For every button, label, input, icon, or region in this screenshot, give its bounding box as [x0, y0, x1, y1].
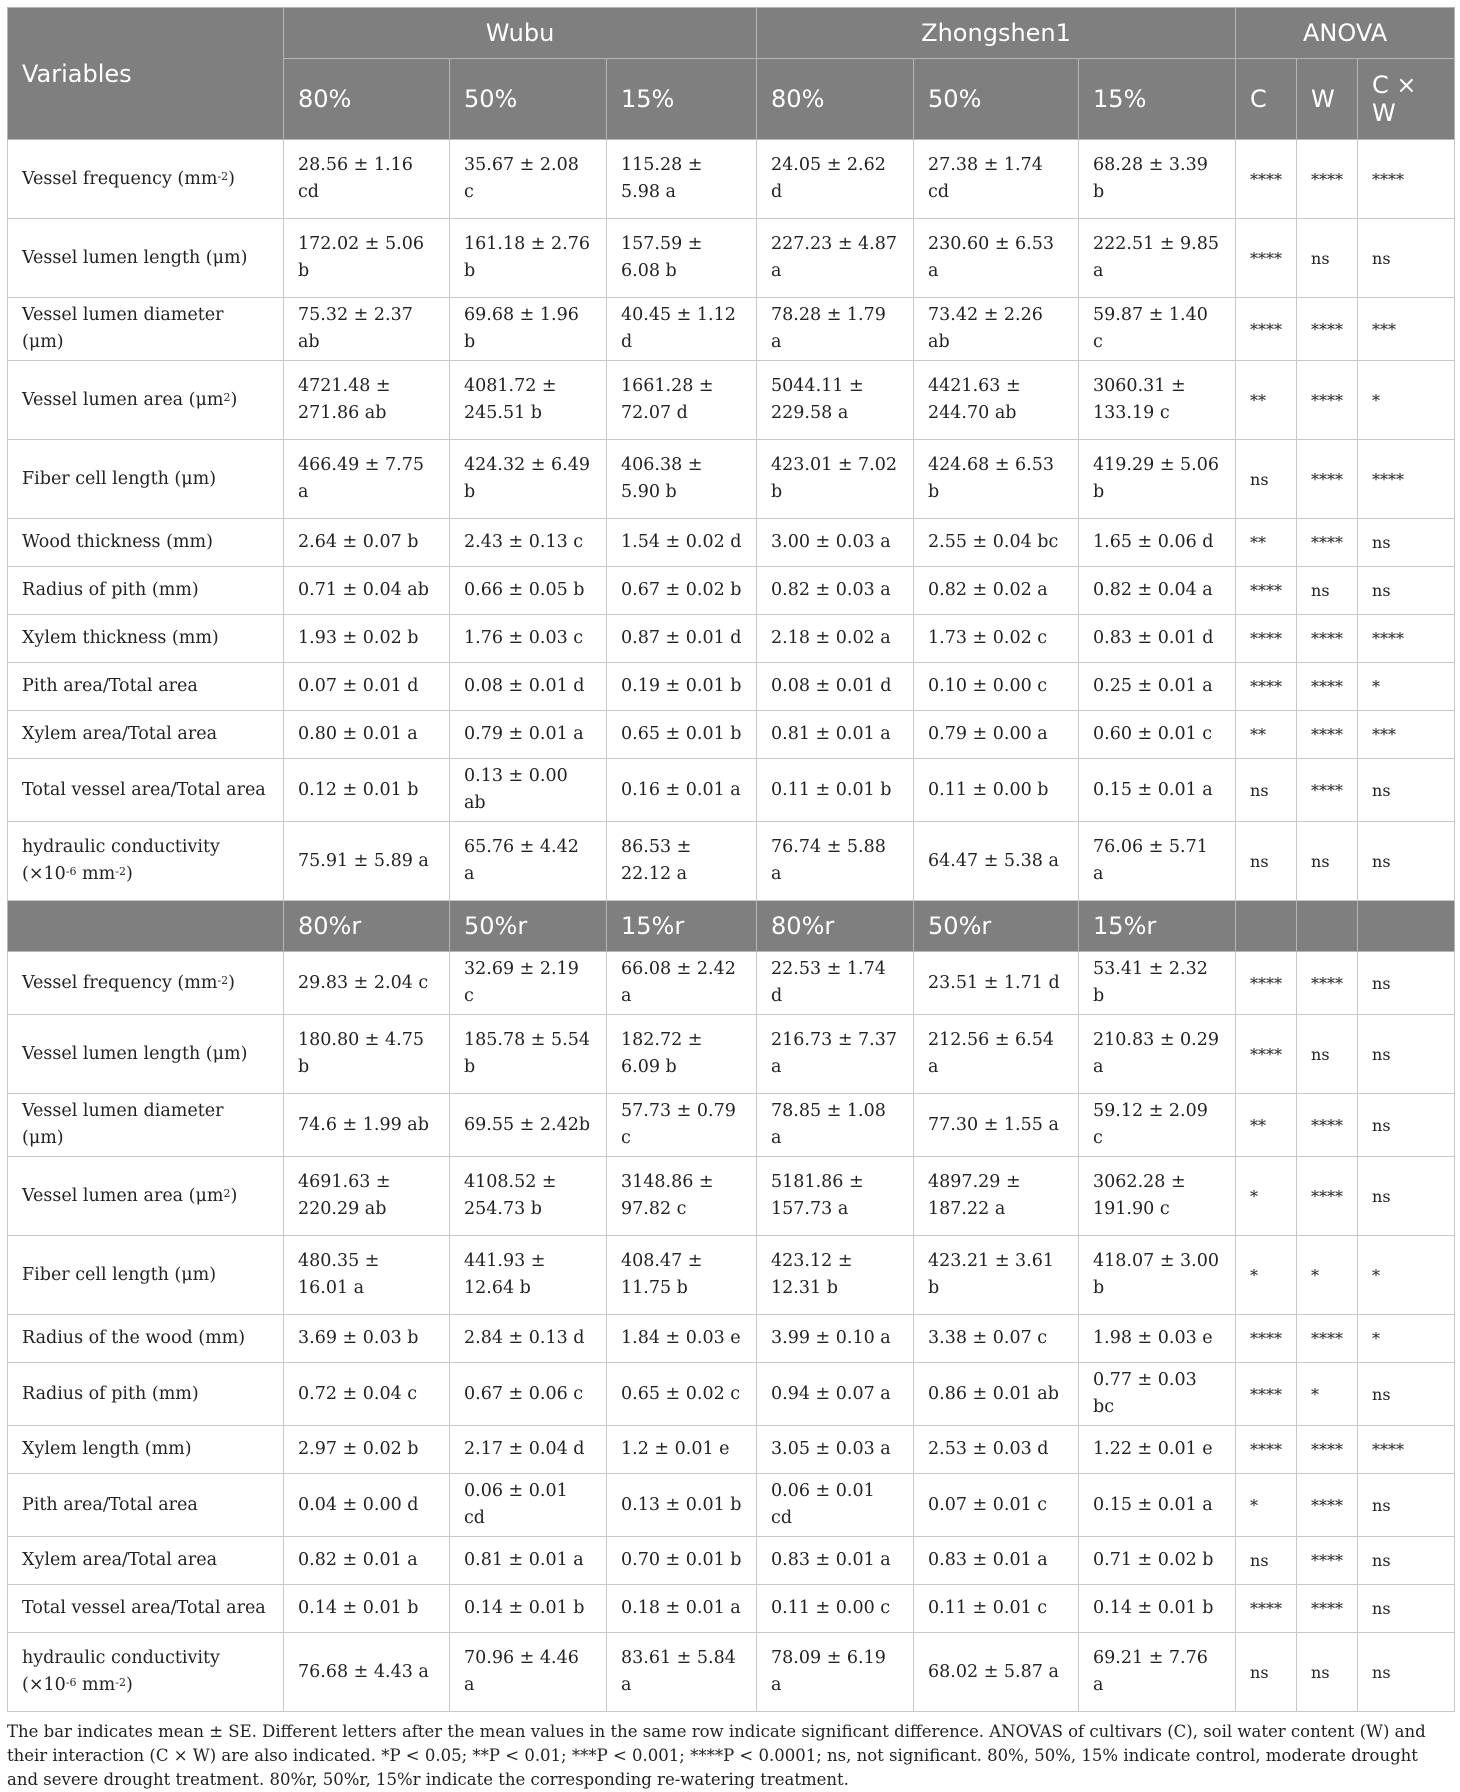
significance-cell: ns: [1358, 759, 1455, 822]
value-cell: 1.93 ± 0.02 b: [284, 615, 450, 663]
value-cell: 406.38 ± 5.90 b: [607, 440, 757, 519]
value-cell: 3062.28 ± 191.90 c: [1079, 1157, 1236, 1236]
variable-label: Vessel lumen length (μm): [8, 219, 284, 298]
significance-cell: ****: [1236, 615, 1297, 663]
value-cell: 69.68 ± 1.96 b: [450, 298, 607, 361]
value-cell: 185.78 ± 5.54 b: [450, 1015, 607, 1094]
treatment-header: 15%: [1079, 59, 1236, 140]
value-cell: 0.86 ± 0.01 ab: [914, 1363, 1079, 1426]
table-row: [8, 219, 1455, 298]
value-cell: 53.41 ± 2.32 b: [1079, 952, 1236, 1015]
value-cell: 0.65 ± 0.02 c: [607, 1363, 757, 1426]
table-row: [8, 1537, 1455, 1585]
significance-cell: *: [1358, 663, 1455, 711]
significance-cell: ****: [1297, 298, 1358, 361]
rewater-treatment-header: 15%r: [607, 901, 757, 952]
value-cell: 1.2 ± 0.01 e: [607, 1426, 757, 1474]
value-cell: 86.53 ± 22.12 a: [607, 822, 757, 901]
value-cell: 115.28 ± 5.98 a: [607, 140, 757, 219]
significance-cell: ****: [1358, 140, 1455, 219]
value-cell: 4721.48 ± 271.86 ab: [284, 361, 450, 440]
value-cell: 0.13 ± 0.00 ab: [450, 759, 607, 822]
value-cell: 0.08 ± 0.01 d: [450, 663, 607, 711]
value-cell: 5044.11 ± 229.58 a: [757, 361, 914, 440]
value-cell: 64.47 ± 5.38 a: [914, 822, 1079, 901]
rewater-variables-blank: [8, 901, 284, 952]
table-row: [8, 440, 1455, 519]
value-cell: 0.81 ± 0.01 a: [757, 711, 914, 759]
significance-cell: ns: [1236, 822, 1297, 901]
rewater-anova-blank: [1236, 901, 1297, 952]
significance-cell: *: [1236, 1474, 1297, 1537]
value-cell: 0.07 ± 0.01 d: [284, 663, 450, 711]
value-cell: 0.82 ± 0.02 a: [914, 567, 1079, 615]
value-cell: 1.76 ± 0.03 c: [450, 615, 607, 663]
significance-cell: ns: [1236, 1633, 1297, 1712]
significance-cell: ****: [1358, 1426, 1455, 1474]
variable-label: Vessel frequency $(mm^{-2})$: [8, 140, 284, 219]
value-cell: 75.32 ± 2.37 ab: [284, 298, 450, 361]
value-cell: 28.56 ± 1.16 cd: [284, 140, 450, 219]
value-cell: 418.07 ± 3.00 b: [1079, 1236, 1236, 1315]
significance-cell: ****: [1297, 519, 1358, 567]
value-cell: 68.02 ± 5.87 a: [914, 1633, 1079, 1712]
value-cell: 182.72 ± 6.09 b: [607, 1015, 757, 1094]
variable-label: Xylem thickness (mm): [8, 615, 284, 663]
variable-label: Vessel lumen length (μm): [8, 1015, 284, 1094]
data-table-container: [7, 7, 1454, 1792]
value-cell: 216.73 ± 7.37 a: [757, 1015, 914, 1094]
significance-cell: ns: [1297, 1633, 1358, 1712]
significance-cell: ****: [1297, 1537, 1358, 1585]
value-cell: 22.53 ± 1.74 d: [757, 952, 914, 1015]
significance-cell: ****: [1297, 1315, 1358, 1363]
treatment-header: 50%: [450, 59, 607, 140]
value-cell: 76.06 ± 5.71 a: [1079, 822, 1236, 901]
significance-cell: *: [1236, 1236, 1297, 1315]
value-cell: 2.84 ± 0.13 d: [450, 1315, 607, 1363]
value-cell: 0.94 ± 0.07 a: [757, 1363, 914, 1426]
value-cell: 4897.29 ± 187.22 a: [914, 1157, 1079, 1236]
value-cell: 66.08 ± 2.42 a: [607, 952, 757, 1015]
value-cell: 83.61 ± 5.84 a: [607, 1633, 757, 1712]
value-cell: 0.04 ± 0.00 d: [284, 1474, 450, 1537]
value-cell: 3148.86 ± 97.82 c: [607, 1157, 757, 1236]
value-cell: 210.83 ± 0.29 a: [1079, 1015, 1236, 1094]
variable-label: Pith area/Total area: [8, 663, 284, 711]
significance-cell: ns: [1297, 822, 1358, 901]
header-row-rewater: [8, 901, 1455, 952]
value-cell: 0.82 ± 0.04 a: [1079, 567, 1236, 615]
value-cell: 0.11 ± 0.01 c: [914, 1585, 1079, 1633]
value-cell: 212.56 ± 6.54 a: [914, 1015, 1079, 1094]
significance-cell: ns: [1297, 1015, 1358, 1094]
value-cell: 1.98 ± 0.03 e: [1079, 1315, 1236, 1363]
significance-cell: *: [1358, 1236, 1455, 1315]
significance-cell: **: [1236, 519, 1297, 567]
value-cell: 230.60 ± 6.53 a: [914, 219, 1079, 298]
significance-cell: **: [1236, 711, 1297, 759]
value-cell: 0.14 ± 0.01 b: [1079, 1585, 1236, 1633]
significance-cell: ****: [1358, 615, 1455, 663]
anova-w-header: W: [1297, 59, 1358, 140]
value-cell: 0.82 ± 0.03 a: [757, 567, 914, 615]
value-cell: 74.6 ± 1.99 ab: [284, 1094, 450, 1157]
variable-label: Vessel frequency $(mm^{-2})$: [8, 952, 284, 1015]
significance-cell: ****: [1297, 711, 1358, 759]
significance-cell: ****: [1236, 1315, 1297, 1363]
significance-cell: ns: [1297, 219, 1358, 298]
value-cell: 27.38 ± 1.74 cd: [914, 140, 1079, 219]
table-row: [8, 1236, 1455, 1315]
variable-label: Fiber cell length (μm): [8, 1236, 284, 1315]
table-row: [8, 1315, 1455, 1363]
significance-cell: ns: [1358, 1537, 1455, 1585]
anatomy-data-table: [7, 7, 1455, 1712]
value-cell: 0.83 ± 0.01 a: [914, 1537, 1079, 1585]
value-cell: 35.67 ± 2.08 c: [450, 140, 607, 219]
treatment-header: 15%: [607, 59, 757, 140]
value-cell: 161.18 ± 2.76 b: [450, 219, 607, 298]
significance-cell: ns: [1358, 1633, 1455, 1712]
table-row: [8, 567, 1455, 615]
value-cell: 59.87 ± 1.40 c: [1079, 298, 1236, 361]
value-cell: 0.60 ± 0.01 c: [1079, 711, 1236, 759]
value-cell: 75.91 ± 5.89 a: [284, 822, 450, 901]
rewater-treatment-header: 15%r: [1079, 901, 1236, 952]
variable-label: Wood thickness (mm): [8, 519, 284, 567]
significance-cell: ns: [1358, 1585, 1455, 1633]
significance-cell: ns: [1236, 759, 1297, 822]
value-cell: 0.81 ± 0.01 a: [450, 1537, 607, 1585]
value-cell: 4081.72 ± 245.51 b: [450, 361, 607, 440]
value-cell: 1.54 ± 0.02 d: [607, 519, 757, 567]
value-cell: 0.15 ± 0.01 a: [1079, 1474, 1236, 1537]
treatment-header: 50%: [914, 59, 1079, 140]
value-cell: 3060.31 ± 133.19 c: [1079, 361, 1236, 440]
value-cell: 0.77 ± 0.03 bc: [1079, 1363, 1236, 1426]
value-cell: 3.69 ± 0.03 b: [284, 1315, 450, 1363]
significance-cell: ns: [1358, 567, 1455, 615]
significance-cell: ns: [1358, 952, 1455, 1015]
value-cell: 0.18 ± 0.01 a: [607, 1585, 757, 1633]
value-cell: 3.05 ± 0.03 a: [757, 1426, 914, 1474]
significance-cell: ****: [1297, 440, 1358, 519]
value-cell: 222.51 ± 9.85 a: [1079, 219, 1236, 298]
table-row: [8, 1474, 1455, 1537]
value-cell: 2.18 ± 0.02 a: [757, 615, 914, 663]
value-cell: 0.71 ± 0.04 ab: [284, 567, 450, 615]
variable-label: Vessel lumen diameter (μm): [8, 298, 284, 361]
value-cell: 419.29 ± 5.06 b: [1079, 440, 1236, 519]
value-cell: 0.83 ± 0.01 a: [757, 1537, 914, 1585]
significance-cell: ns: [1358, 1015, 1455, 1094]
table-row: [8, 822, 1455, 901]
value-cell: 0.65 ± 0.01 b: [607, 711, 757, 759]
value-cell: 0.67 ± 0.02 b: [607, 567, 757, 615]
value-cell: 466.49 ± 7.75 a: [284, 440, 450, 519]
significance-cell: ****: [1358, 440, 1455, 519]
variable-label: Vessel lumen area $(\mu m^2)$: [8, 361, 284, 440]
value-cell: 0.14 ± 0.01 b: [450, 1585, 607, 1633]
significance-cell: ****: [1297, 1585, 1358, 1633]
value-cell: 424.32 ± 6.49 b: [450, 440, 607, 519]
significance-cell: ns: [1358, 219, 1455, 298]
significance-cell: *: [1236, 1157, 1297, 1236]
rewater-section: [8, 952, 1455, 1712]
significance-cell: ns: [1358, 822, 1455, 901]
significance-cell: *: [1297, 1363, 1358, 1426]
table-row: [8, 1633, 1455, 1712]
table-row: [8, 759, 1455, 822]
value-cell: 0.72 ± 0.04 c: [284, 1363, 450, 1426]
value-cell: 0.06 ± 0.01 cd: [450, 1474, 607, 1537]
table-row: [8, 1585, 1455, 1633]
treatment-header: 80%: [757, 59, 914, 140]
table-row: [8, 1157, 1455, 1236]
table-row: [8, 298, 1455, 361]
significance-cell: ns: [1236, 1537, 1297, 1585]
table-row: [8, 615, 1455, 663]
value-cell: 0.14 ± 0.01 b: [284, 1585, 450, 1633]
value-cell: 69.55 ± 2.42b: [450, 1094, 607, 1157]
value-cell: 0.08 ± 0.01 d: [757, 663, 914, 711]
significance-cell: ****: [1297, 663, 1358, 711]
significance-cell: ***: [1358, 298, 1455, 361]
value-cell: 0.79 ± 0.01 a: [450, 711, 607, 759]
significance-cell: *: [1297, 1236, 1358, 1315]
value-cell: 0.71 ± 0.02 b: [1079, 1537, 1236, 1585]
significance-cell: ****: [1297, 1157, 1358, 1236]
value-cell: 23.51 ± 1.71 d: [914, 952, 1079, 1015]
value-cell: 2.55 ± 0.04 bc: [914, 519, 1079, 567]
rewater-anova-blank: [1358, 901, 1455, 952]
value-cell: 0.79 ± 0.00 a: [914, 711, 1079, 759]
significance-cell: ****: [1297, 759, 1358, 822]
rewater-treatment-header: 50%r: [450, 901, 607, 952]
value-cell: 1.65 ± 0.06 d: [1079, 519, 1236, 567]
value-cell: 78.09 ± 6.19 a: [757, 1633, 914, 1712]
variable-label: Radius of the wood (mm): [8, 1315, 284, 1363]
significance-cell: ns: [1358, 1157, 1455, 1236]
value-cell: 24.05 ± 2.62 d: [757, 140, 914, 219]
value-cell: 3.38 ± 0.07 c: [914, 1315, 1079, 1363]
value-cell: 4691.63 ± 220.29 ab: [284, 1157, 450, 1236]
significance-cell: **: [1236, 361, 1297, 440]
value-cell: 32.69 ± 2.19 c: [450, 952, 607, 1015]
variables-header: Variables: [8, 8, 284, 140]
value-cell: 227.23 ± 4.87 a: [757, 219, 914, 298]
significance-cell: ****: [1297, 1474, 1358, 1537]
value-cell: 441.93 ± 12.64 b: [450, 1236, 607, 1315]
significance-cell: ns: [1358, 1094, 1455, 1157]
significance-cell: ns: [1236, 440, 1297, 519]
significance-cell: ***: [1358, 711, 1455, 759]
value-cell: 424.68 ± 6.53 b: [914, 440, 1079, 519]
significance-cell: ****: [1236, 567, 1297, 615]
value-cell: 0.11 ± 0.01 b: [757, 759, 914, 822]
value-cell: 423.21 ± 3.61 b: [914, 1236, 1079, 1315]
significance-cell: ns: [1358, 519, 1455, 567]
value-cell: 172.02 ± 5.06 b: [284, 219, 450, 298]
value-cell: 0.70 ± 0.01 b: [607, 1537, 757, 1585]
significance-cell: ****: [1236, 1363, 1297, 1426]
anova-cxw-header: C × W: [1358, 59, 1455, 140]
variable-label: Fiber cell length (μm): [8, 440, 284, 519]
significance-cell: **: [1236, 1094, 1297, 1157]
value-cell: 423.12 ± 12.31 b: [757, 1236, 914, 1315]
significance-cell: ****: [1236, 952, 1297, 1015]
value-cell: 29.83 ± 2.04 c: [284, 952, 450, 1015]
anova-header: ANOVA: [1236, 8, 1455, 59]
value-cell: 77.30 ± 1.55 a: [914, 1094, 1079, 1157]
table-row: [8, 711, 1455, 759]
cultivar-zhongshen1-header: Zhongshen1: [757, 8, 1236, 59]
anova-c-header: C: [1236, 59, 1297, 140]
value-cell: 69.21 ± 7.76 a: [1079, 1633, 1236, 1712]
significance-cell: ****: [1236, 140, 1297, 219]
value-cell: 68.28 ± 3.39 b: [1079, 140, 1236, 219]
value-cell: 57.73 ± 0.79 c: [607, 1094, 757, 1157]
significance-cell: ****: [1236, 219, 1297, 298]
value-cell: 0.12 ± 0.01 b: [284, 759, 450, 822]
value-cell: 73.42 ± 2.26 ab: [914, 298, 1079, 361]
value-cell: 0.15 ± 0.01 a: [1079, 759, 1236, 822]
table-row: [8, 519, 1455, 567]
value-cell: 78.85 ± 1.08 a: [757, 1094, 914, 1157]
value-cell: 157.59 ± 6.08 b: [607, 219, 757, 298]
variable-label: Radius of pith (mm): [8, 567, 284, 615]
treatment-header: 80%: [284, 59, 450, 140]
rewater-treatment-header: 80%r: [284, 901, 450, 952]
significance-cell: ****: [1236, 298, 1297, 361]
variable-label: Pith area/Total area: [8, 1474, 284, 1537]
cultivar-wubu-header: Wubu: [284, 8, 757, 59]
significance-cell: ns: [1358, 1363, 1455, 1426]
table-row: [8, 663, 1455, 711]
significance-cell: *: [1358, 361, 1455, 440]
significance-cell: ****: [1236, 1426, 1297, 1474]
value-cell: 0.80 ± 0.01 a: [284, 711, 450, 759]
value-cell: 0.10 ± 0.00 c: [914, 663, 1079, 711]
variable-label: hydraulic conductivity ($\times 10^{-6}$ $mm^{-2}$): [8, 1633, 284, 1712]
value-cell: 0.67 ± 0.06 c: [450, 1363, 607, 1426]
value-cell: 70.96 ± 4.46 a: [450, 1633, 607, 1712]
table-row: [8, 952, 1455, 1015]
value-cell: 0.11 ± 0.00 c: [757, 1585, 914, 1633]
value-cell: 3.00 ± 0.03 a: [757, 519, 914, 567]
variable-label: Total vessel area/Total area: [8, 1585, 284, 1633]
variable-label: Xylem length (mm): [8, 1426, 284, 1474]
value-cell: 1.84 ± 0.03 e: [607, 1315, 757, 1363]
table-row: [8, 1426, 1455, 1474]
table-row: [8, 361, 1455, 440]
value-cell: 0.11 ± 0.00 b: [914, 759, 1079, 822]
significance-cell: ****: [1297, 1094, 1358, 1157]
significance-cell: ****: [1297, 615, 1358, 663]
value-cell: 59.12 ± 2.09 c: [1079, 1094, 1236, 1157]
value-cell: 1661.28 ± 72.07 d: [607, 361, 757, 440]
table-row: [8, 1015, 1455, 1094]
value-cell: 423.01 ± 7.02 b: [757, 440, 914, 519]
value-cell: 1.73 ± 0.02 c: [914, 615, 1079, 663]
rewater-anova-blank: [1297, 901, 1358, 952]
significance-cell: ****: [1297, 952, 1358, 1015]
drought-section: [8, 140, 1455, 901]
value-cell: 1.22 ± 0.01 e: [1079, 1426, 1236, 1474]
table-row: [8, 1363, 1455, 1426]
header-row-groups: [8, 8, 1455, 59]
value-cell: 0.83 ± 0.01 d: [1079, 615, 1236, 663]
significance-cell: ns: [1297, 567, 1358, 615]
value-cell: 0.87 ± 0.01 d: [607, 615, 757, 663]
value-cell: 0.25 ± 0.01 a: [1079, 663, 1236, 711]
variable-label: Radius of pith (mm): [8, 1363, 284, 1426]
value-cell: 3.99 ± 0.10 a: [757, 1315, 914, 1363]
value-cell: 2.17 ± 0.04 d: [450, 1426, 607, 1474]
rewater-treatment-header: 80%r: [757, 901, 914, 952]
value-cell: 180.80 ± 4.75 b: [284, 1015, 450, 1094]
table-row: [8, 1094, 1455, 1157]
value-cell: 0.07 ± 0.01 c: [914, 1474, 1079, 1537]
value-cell: 0.82 ± 0.01 a: [284, 1537, 450, 1585]
value-cell: 40.45 ± 1.12 d: [607, 298, 757, 361]
value-cell: 2.53 ± 0.03 d: [914, 1426, 1079, 1474]
value-cell: 5181.86 ± 157.73 a: [757, 1157, 914, 1236]
variable-label: Xylem area/Total area: [8, 711, 284, 759]
significance-cell: ****: [1236, 1585, 1297, 1633]
table-row: [8, 140, 1455, 219]
value-cell: 0.66 ± 0.05 b: [450, 567, 607, 615]
value-cell: 0.19 ± 0.01 b: [607, 663, 757, 711]
variable-label: Vessel lumen area $(\mu m^2)$: [8, 1157, 284, 1236]
significance-cell: ****: [1297, 361, 1358, 440]
value-cell: 0.13 ± 0.01 b: [607, 1474, 757, 1537]
value-cell: 4421.63 ± 244.70 ab: [914, 361, 1079, 440]
variable-label: Total vessel area/Total area: [8, 759, 284, 822]
value-cell: 2.64 ± 0.07 b: [284, 519, 450, 567]
rewater-treatment-header: 50%r: [914, 901, 1079, 952]
significance-cell: ns: [1358, 1474, 1455, 1537]
value-cell: 78.28 ± 1.79 a: [757, 298, 914, 361]
variable-label: Vessel lumen diameter (μm): [8, 1094, 284, 1157]
value-cell: 4108.52 ± 254.73 b: [450, 1157, 607, 1236]
significance-cell: ****: [1236, 663, 1297, 711]
value-cell: 76.74 ± 5.88 a: [757, 822, 914, 901]
value-cell: 408.47 ± 11.75 b: [607, 1236, 757, 1315]
table-footnote: The bar indicates mean ± SE. Different letters after the mean values in the same row indicate significant difference. ANOVAS of cultivars (C), soil water content (W) and their interaction (C × W) are also indicated. *P < 0.05; **P < 0.01; ***P < 0.001; ****P < 0.0001; ns, not significant. 80%, 50%, 15% indicate control, moderate drought and severe drought treatment. 80%r, 50%r, 15%r indicate the corresponding re-watering treatment.: [7, 1722, 1426, 1789]
value-cell: 0.06 ± 0.01 cd: [757, 1474, 914, 1537]
value-cell: 65.76 ± 4.42 a: [450, 822, 607, 901]
value-cell: 2.97 ± 0.02 b: [284, 1426, 450, 1474]
value-cell: 0.16 ± 0.01 a: [607, 759, 757, 822]
significance-cell: *: [1358, 1315, 1455, 1363]
value-cell: 76.68 ± 4.43 a: [284, 1633, 450, 1712]
variable-label: hydraulic conductivity ($\times 10^{-6}$ $mm^{-2}$): [8, 822, 284, 901]
value-cell: 480.35 ± 16.01 a: [284, 1236, 450, 1315]
significance-cell: ****: [1297, 140, 1358, 219]
significance-cell: ****: [1297, 1426, 1358, 1474]
variable-label: Xylem area/Total area: [8, 1537, 284, 1585]
significance-cell: ****: [1236, 1015, 1297, 1094]
value-cell: 2.43 ± 0.13 c: [450, 519, 607, 567]
